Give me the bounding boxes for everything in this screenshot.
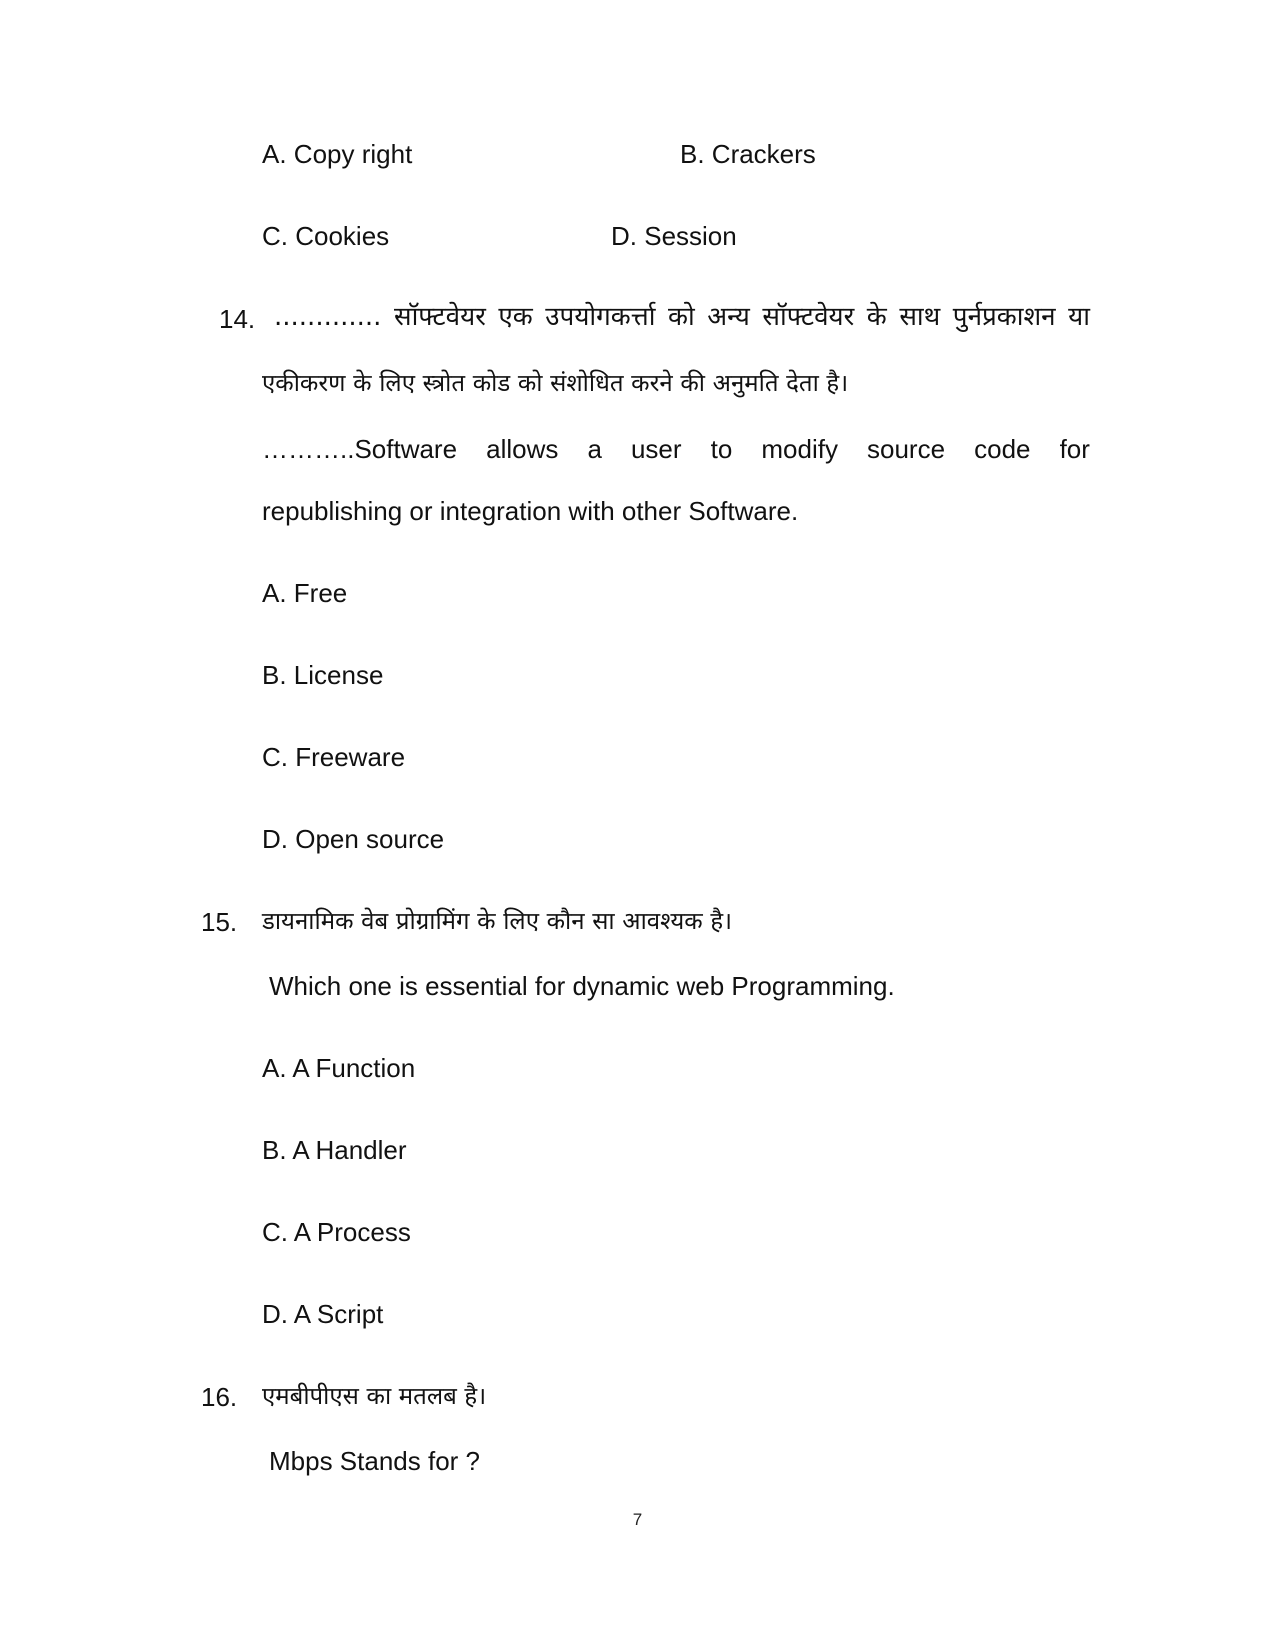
word: या (1068, 302, 1090, 332)
q14-number: 14. (219, 304, 256, 334)
word: ............. (274, 302, 382, 332)
word: user (630, 434, 682, 464)
word: एक (498, 302, 533, 332)
q16-hindi: एमबीपीएस का मतलब है। (262, 1382, 487, 1410)
word: source (867, 434, 946, 464)
word: उपयोगकर्त्ता (545, 302, 656, 332)
q16-number: 16. (201, 1382, 238, 1412)
q14-option-d: D. Open source (262, 824, 445, 854)
q15-option-d: D. A Script (262, 1299, 384, 1329)
word: सॉफ्टवेयर (394, 302, 486, 332)
q14-english-line-1 (262, 434, 1090, 464)
q15-english: Which one is essential for dynamic web Programming. (269, 971, 895, 1001)
q14-option-a: A. Free (262, 578, 348, 608)
q15-option-a: A. A Function (262, 1053, 416, 1083)
word: सॉफ्टवेयर (762, 302, 855, 332)
word: ………..Software (262, 434, 458, 464)
word: पुर्नप्रकाशन (952, 302, 1056, 332)
q13-option-d: D. Session (611, 221, 737, 251)
word: के (866, 302, 887, 332)
word: को (667, 302, 695, 332)
q15-option-c: C. A Process (262, 1217, 411, 1247)
word: code (974, 434, 1031, 464)
word: modify (761, 434, 838, 464)
word: to (710, 434, 733, 464)
q14-option-b: B. License (262, 660, 384, 690)
q13-option-c: C. Cookies (262, 221, 390, 251)
word: a (587, 434, 602, 464)
q15-number: 15. (201, 907, 238, 937)
word: for (1059, 434, 1090, 464)
q15-hindi: डायनामिक वेब प्रोग्रामिंग के लिए कौन सा आवश्यक है। (262, 907, 733, 935)
q14-hindi-line-2: एकीकरण के लिए स्त्रोत कोड को संशोधित करने की अनुमति देता है। (262, 369, 849, 397)
q13-option-a: A. Copy right (262, 139, 413, 169)
page-number: 7 (632, 1510, 643, 1529)
word: allows (486, 434, 559, 464)
q14-option-c: C. Freeware (262, 742, 406, 772)
word: अन्य (707, 302, 750, 332)
q14-english-line-2: republishing or integration with other Software. (262, 496, 799, 526)
q16-english: Mbps Stands for ? (269, 1446, 480, 1476)
q13-option-b: B. Crackers (680, 139, 816, 169)
q15-option-b: B. A Handler (262, 1135, 407, 1165)
word: साथ (899, 302, 941, 332)
q14-hindi-line-1 (274, 302, 1090, 332)
